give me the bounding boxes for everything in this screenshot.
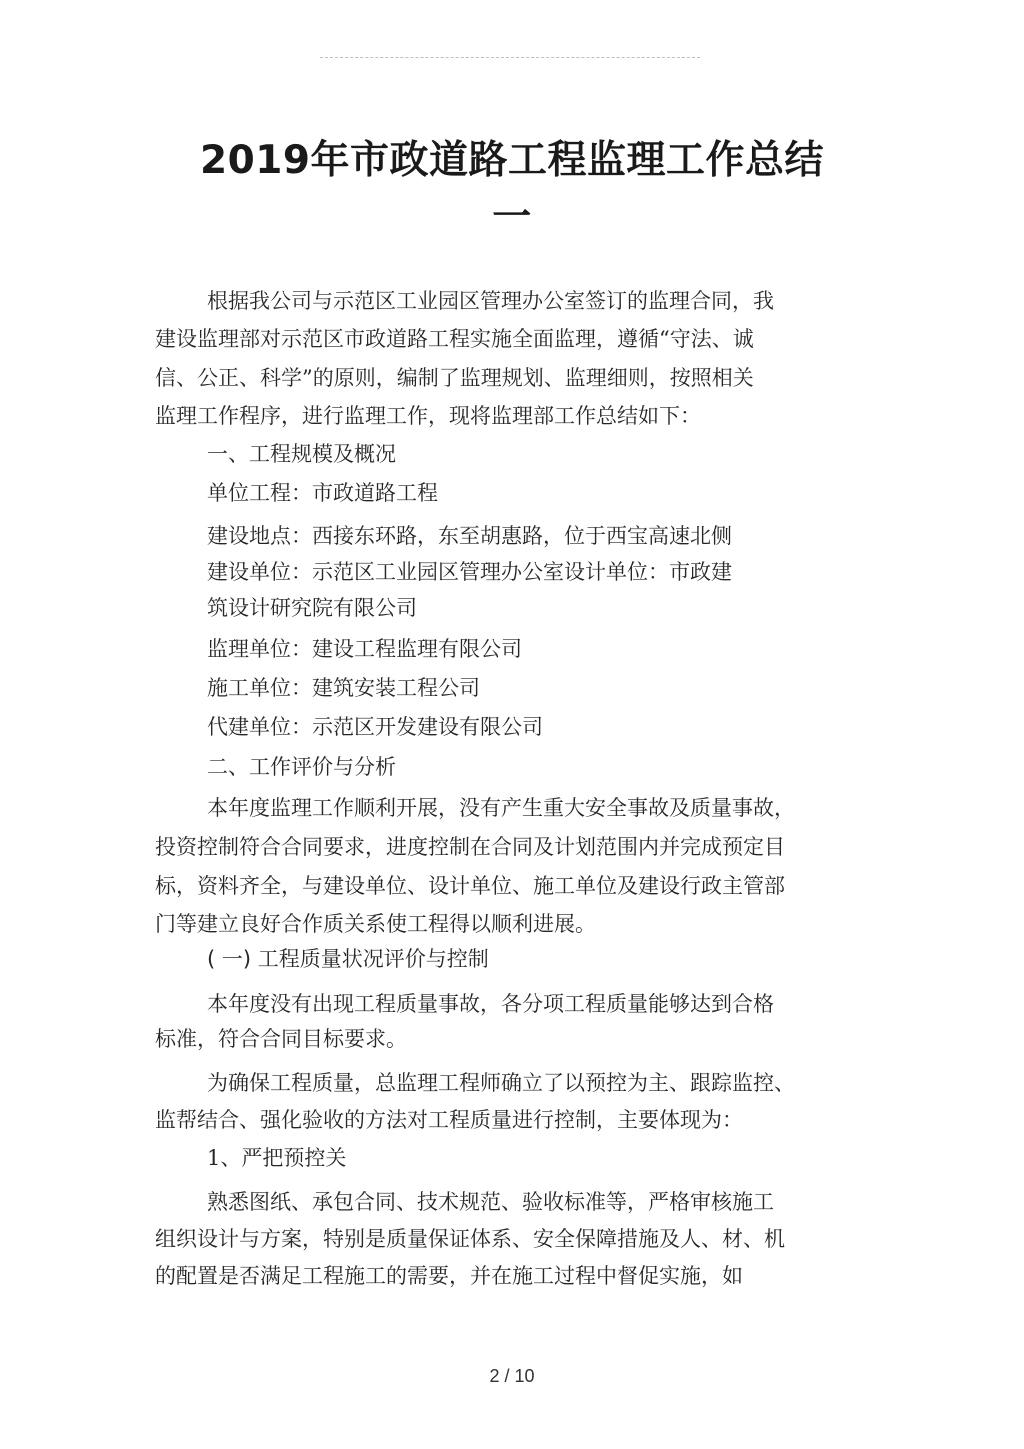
info-line: 建设地点：西接东环路，东至胡惠路，位于西宝高速北侧: [207, 524, 732, 548]
title-year: 2019: [199, 138, 311, 183]
paragraph-line: 组织设计与方案，特别是质量保证体系、安全保障措施及人、材、机: [155, 1227, 785, 1251]
header-rule: [320, 57, 700, 58]
info-line: 监理单位：建设工程监理有限公司: [207, 637, 522, 661]
info-line: 筑设计研究院有限公司: [207, 596, 417, 620]
title-line-2: 一: [492, 194, 532, 240]
paragraph-line: 标准，符合合同目标要求。: [155, 1027, 407, 1051]
section-heading: 二、工作评价与分析: [207, 755, 396, 779]
page-indicator: 2 / 10: [489, 1366, 535, 1386]
paragraph-line: 投资控制符合合同要求，进度控制在合同及计划范围内并完成预定目: [155, 835, 785, 859]
section-heading: 一、工程规模及概况: [207, 442, 396, 466]
paragraph-line: 为确保工程质量，总监理工程师确立了以预控为主、跟踪监控、: [207, 1071, 795, 1095]
paragraph-line: 门等建立良好合作质关系使工程得以顺利进展。: [155, 912, 596, 936]
paragraph-line: 本年度监理工作顺利开展，没有产生重大安全事故及质量事故，: [207, 796, 795, 820]
paragraph-line: 标，资料齐全，与建设单位、设计单位、施工单位及建设行政主管部: [155, 874, 785, 898]
paragraph-line: 根据我公司与示范区工业园区管理办公室签订的监理合同，我: [207, 289, 774, 313]
document-title: [150, 132, 874, 245]
info-line: 施工单位：建筑安装工程公司: [207, 676, 480, 700]
paragraph-line: 熟悉图纸、承包合同、技术规范、验收标准等，严格审核施工: [207, 1190, 774, 1214]
paragraph-line: 建设监理部对示范区市政道路工程实施全面监理，遵循“守法、诚: [155, 327, 754, 351]
info-line: 单位工程：市政道路工程: [207, 481, 438, 505]
paragraph-line: 监帮结合、强化验收的方法对工程质量进行控制，主要体现为：: [155, 1108, 743, 1132]
info-line: 代建单位：示范区开发建设有限公司: [207, 715, 543, 739]
info-line: 建设单位：示范区工业园区管理办公室设计单位：市政建: [207, 560, 732, 584]
paragraph-line: 监理工作程序，进行监理工作，现将监理部工作总结如下：: [155, 404, 701, 428]
paragraph-line: 信、公正、科学”的原则，编制了监理规划、监理细则，按照相关: [155, 366, 754, 390]
title-main: 年市政道路工程监理工作总结: [310, 137, 825, 183]
item-heading: 1、严把预控关: [207, 1146, 347, 1170]
subsection-heading: ( 一) 工程质量状况评价与控制: [207, 947, 489, 971]
paragraph-line: 本年度没有出现工程质量事故，各分项工程质量能够达到合格: [207, 992, 774, 1016]
paragraph-line: 的配置是否满足工程施工的需要，并在施工过程中督促实施，如: [155, 1264, 743, 1288]
